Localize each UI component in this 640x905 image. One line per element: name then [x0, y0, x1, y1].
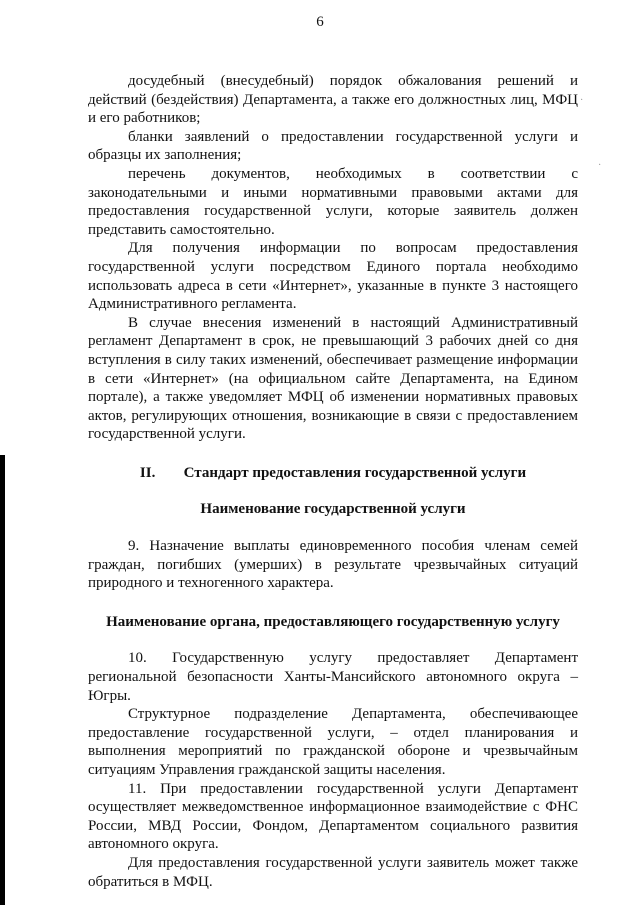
paragraph: В случае внесения изменений в настоящий Административный регламент Департамент в срок, не превышающий 3 рабочих дней со дня вступления в силу таких изменений, обеспечивает размещение информации в сети «Интернет» (на официальном сайте Департамента, на Едином портале), а также уведомляет МФЦ об изменении нормативных правовых актов, регулирующих отношения, возникающие в связи с предоставлением государственной услуги.: [88, 314, 578, 443]
section-title: Стандарт предоставления государственной услуги: [183, 464, 527, 481]
paragraph-11: 11. При предоставлении государственной услуги Департамент осуществляет межведомственное информационное взаимодействие с ФНС России, МВД России, Фондом, Департаментом социального развития автономного округа.: [88, 780, 578, 853]
paragraph: досудебный (внесудебный) порядок обжалования решений и действий (бездействия) Департамента, а также его должностных лиц, МФЦ и его работников;: [88, 73, 578, 127]
paragraph: бланки заявлений о предоставлении государственной услуги и образцы их заполнения;: [88, 128, 578, 164]
scan-speck: ·: [580, 95, 584, 106]
paragraph: перечень документов, необходимых в соответствии с законодательными и иными нормативными правовыми актами для предоставления государственной услуги, которые заявитель должен представить самостоятельно.: [88, 165, 578, 238]
paragraph: Для получения информации по вопросам предоставления государственной услуги посредством Единого портала необходимо использовать адреса в сети «Интернет», указанные в пункте 3 настоящего Административного регламента.: [88, 240, 578, 313]
section-number: II.: [139, 464, 156, 481]
subheading-service-name: Наименование государственной услуги: [200, 501, 466, 518]
section-heading: [88, 464, 578, 483]
scan-edge-shadow: [0, 455, 5, 905]
paragraph: Для предоставления государственной услуги заявитель может также обратиться в МФЦ.: [88, 854, 578, 890]
page-number: 6: [316, 14, 324, 30]
paragraph-10: 10. Государственную услугу предоставляет Департамент региональной безопасности Ханты-Мансийского автономного округа – Югры.: [88, 650, 578, 704]
scan-speck: ·: [598, 160, 602, 171]
subheading-organ-name: Наименование органа, предоставляющего государственную услугу: [106, 613, 560, 630]
paragraph: Структурное подразделение Департамента, обеспечивающее предоставление государственной услуги, – отдел планирования и выполнения мероприятий по гражданской обороне и чрезвычайным ситуациям Управления гражданской защиты населения.: [88, 706, 578, 778]
paragraph-9: 9. Назначение выплаты единовременного пособия членам семей граждан, погибших (умерших) в результате чрезвычайных ситуаций природного и техногенного характера.: [88, 538, 578, 592]
document-body: [88, 72, 578, 891]
